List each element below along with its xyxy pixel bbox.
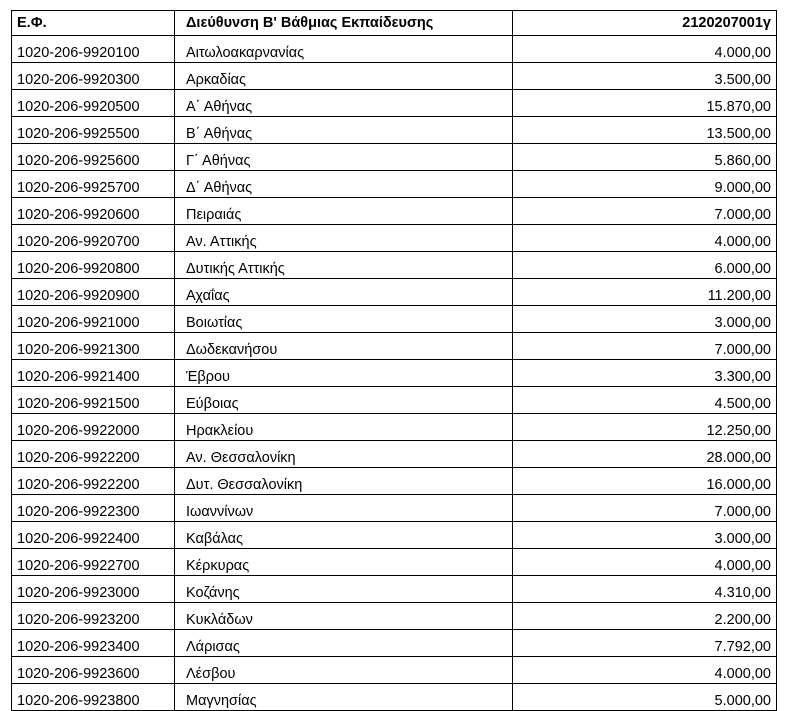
cell-ef: 1020-206-9922700 — [12, 549, 175, 576]
cell-ef: 1020-206-9922400 — [12, 522, 175, 549]
cell-ef: 1020-206-9925600 — [12, 144, 175, 171]
table-row — [12, 198, 777, 225]
cell-ef: 1020-206-9923000 — [12, 576, 175, 603]
table-row — [12, 630, 777, 657]
cell-directorate: Πειραιάς — [175, 198, 513, 225]
cell-amount: 6.000,00 — [513, 252, 777, 279]
cell-directorate: Αιτωλοακαρνανίας — [175, 36, 513, 63]
cell-amount: 4.000,00 — [513, 657, 777, 684]
cell-amount: 7.000,00 — [513, 333, 777, 360]
cell-amount: 7.000,00 — [513, 198, 777, 225]
cell-amount: 15.870,00 — [513, 90, 777, 117]
cell-amount: 4.000,00 — [513, 549, 777, 576]
cell-amount: 9.000,00 — [513, 171, 777, 198]
table-row — [12, 576, 777, 603]
table-row — [12, 171, 777, 198]
cell-amount: 13.500,00 — [513, 117, 777, 144]
cell-amount: 4.000,00 — [513, 225, 777, 252]
cell-amount: 2.200,00 — [513, 603, 777, 630]
cell-amount: 28.000,00 — [513, 441, 777, 468]
cell-ef: 1020-206-9920700 — [12, 225, 175, 252]
cell-ef: 1020-206-9923400 — [12, 630, 175, 657]
budget-table — [11, 10, 777, 711]
cell-amount: 7.792,00 — [513, 630, 777, 657]
header-amount: 2120207001γ — [513, 11, 777, 36]
cell-amount: 5.000,00 — [513, 684, 777, 711]
table-row — [12, 333, 777, 360]
cell-directorate: Βοιωτίας — [175, 306, 513, 333]
cell-directorate: Γ΄ Αθήνας — [175, 144, 513, 171]
header-row — [12, 11, 777, 36]
cell-ef: 1020-206-9923600 — [12, 657, 175, 684]
table-row — [12, 603, 777, 630]
cell-amount: 4.000,00 — [513, 36, 777, 63]
table-row — [12, 387, 777, 414]
table-row — [12, 549, 777, 576]
cell-directorate: Καβάλας — [175, 522, 513, 549]
table-row — [12, 225, 777, 252]
table-row — [12, 522, 777, 549]
table-row — [12, 360, 777, 387]
cell-ef: 1020-206-9923800 — [12, 684, 175, 711]
table-container — [11, 10, 777, 711]
cell-directorate: Β΄ Αθήνας — [175, 117, 513, 144]
cell-amount: 4.310,00 — [513, 576, 777, 603]
cell-directorate: Ιωαννίνων — [175, 495, 513, 522]
table-row — [12, 468, 777, 495]
cell-ef: 1020-206-9920300 — [12, 63, 175, 90]
header-ef: Ε.Φ. — [12, 11, 175, 36]
table-row — [12, 657, 777, 684]
cell-ef: 1020-206-9920600 — [12, 198, 175, 225]
cell-amount: 4.500,00 — [513, 387, 777, 414]
cell-amount: 3.000,00 — [513, 306, 777, 333]
cell-amount: 16.000,00 — [513, 468, 777, 495]
cell-directorate: Λέσβου — [175, 657, 513, 684]
cell-directorate: Αρκαδίας — [175, 63, 513, 90]
cell-ef: 1020-206-9923200 — [12, 603, 175, 630]
cell-ef: 1020-206-9925500 — [12, 117, 175, 144]
cell-amount: 7.000,00 — [513, 495, 777, 522]
cell-ef: 1020-206-9922300 — [12, 495, 175, 522]
cell-ef: 1020-206-9921400 — [12, 360, 175, 387]
cell-ef: 1020-206-9920100 — [12, 36, 175, 63]
table-row — [12, 306, 777, 333]
cell-amount: 11.200,00 — [513, 279, 777, 306]
cell-ef: 1020-206-9921300 — [12, 333, 175, 360]
cell-ef: 1020-206-9920800 — [12, 252, 175, 279]
cell-ef: 1020-206-9920900 — [12, 279, 175, 306]
cell-directorate: Ηρακλείου — [175, 414, 513, 441]
table-row — [12, 684, 777, 711]
table-row — [12, 252, 777, 279]
table-row — [12, 117, 777, 144]
cell-ef: 1020-206-9922200 — [12, 468, 175, 495]
cell-directorate: Αν. Αττικής — [175, 225, 513, 252]
table-row — [12, 63, 777, 90]
cell-directorate: Αχαΐας — [175, 279, 513, 306]
table-row — [12, 279, 777, 306]
cell-ef: 1020-206-9925700 — [12, 171, 175, 198]
cell-amount: 12.250,00 — [513, 414, 777, 441]
table-row — [12, 36, 777, 63]
cell-directorate: Εύβοιας — [175, 387, 513, 414]
cell-directorate: Δυτ. Θεσσαλονίκη — [175, 468, 513, 495]
cell-ef: 1020-206-9922200 — [12, 441, 175, 468]
table-row — [12, 495, 777, 522]
cell-directorate: Κέρκυρας — [175, 549, 513, 576]
cell-ef: 1020-206-9921000 — [12, 306, 175, 333]
cell-amount: 3.000,00 — [513, 522, 777, 549]
cell-amount: 5.860,00 — [513, 144, 777, 171]
cell-directorate: Δωδεκανήσου — [175, 333, 513, 360]
cell-directorate: Λάρισας — [175, 630, 513, 657]
cell-ef: 1020-206-9921500 — [12, 387, 175, 414]
table-body — [12, 36, 777, 711]
cell-directorate: Αν. Θεσσαλονίκη — [175, 441, 513, 468]
table-row — [12, 144, 777, 171]
cell-amount: 3.300,00 — [513, 360, 777, 387]
cell-directorate: Κοζάνης — [175, 576, 513, 603]
cell-ef: 1020-206-9920500 — [12, 90, 175, 117]
cell-directorate: Α΄ Αθήνας — [175, 90, 513, 117]
cell-ef: 1020-206-9922000 — [12, 414, 175, 441]
table-row — [12, 414, 777, 441]
cell-directorate: Κυκλάδων — [175, 603, 513, 630]
header-directorate: Διεύθυνση Β' Βάθμιας Εκπαίδευσης — [175, 11, 513, 36]
cell-amount: 3.500,00 — [513, 63, 777, 90]
table-row — [12, 441, 777, 468]
cell-directorate: Έβρου — [175, 360, 513, 387]
cell-directorate: Δυτικής Αττικής — [175, 252, 513, 279]
cell-directorate: Μαγνησίας — [175, 684, 513, 711]
table-row — [12, 90, 777, 117]
cell-directorate: Δ΄ Αθήνας — [175, 171, 513, 198]
